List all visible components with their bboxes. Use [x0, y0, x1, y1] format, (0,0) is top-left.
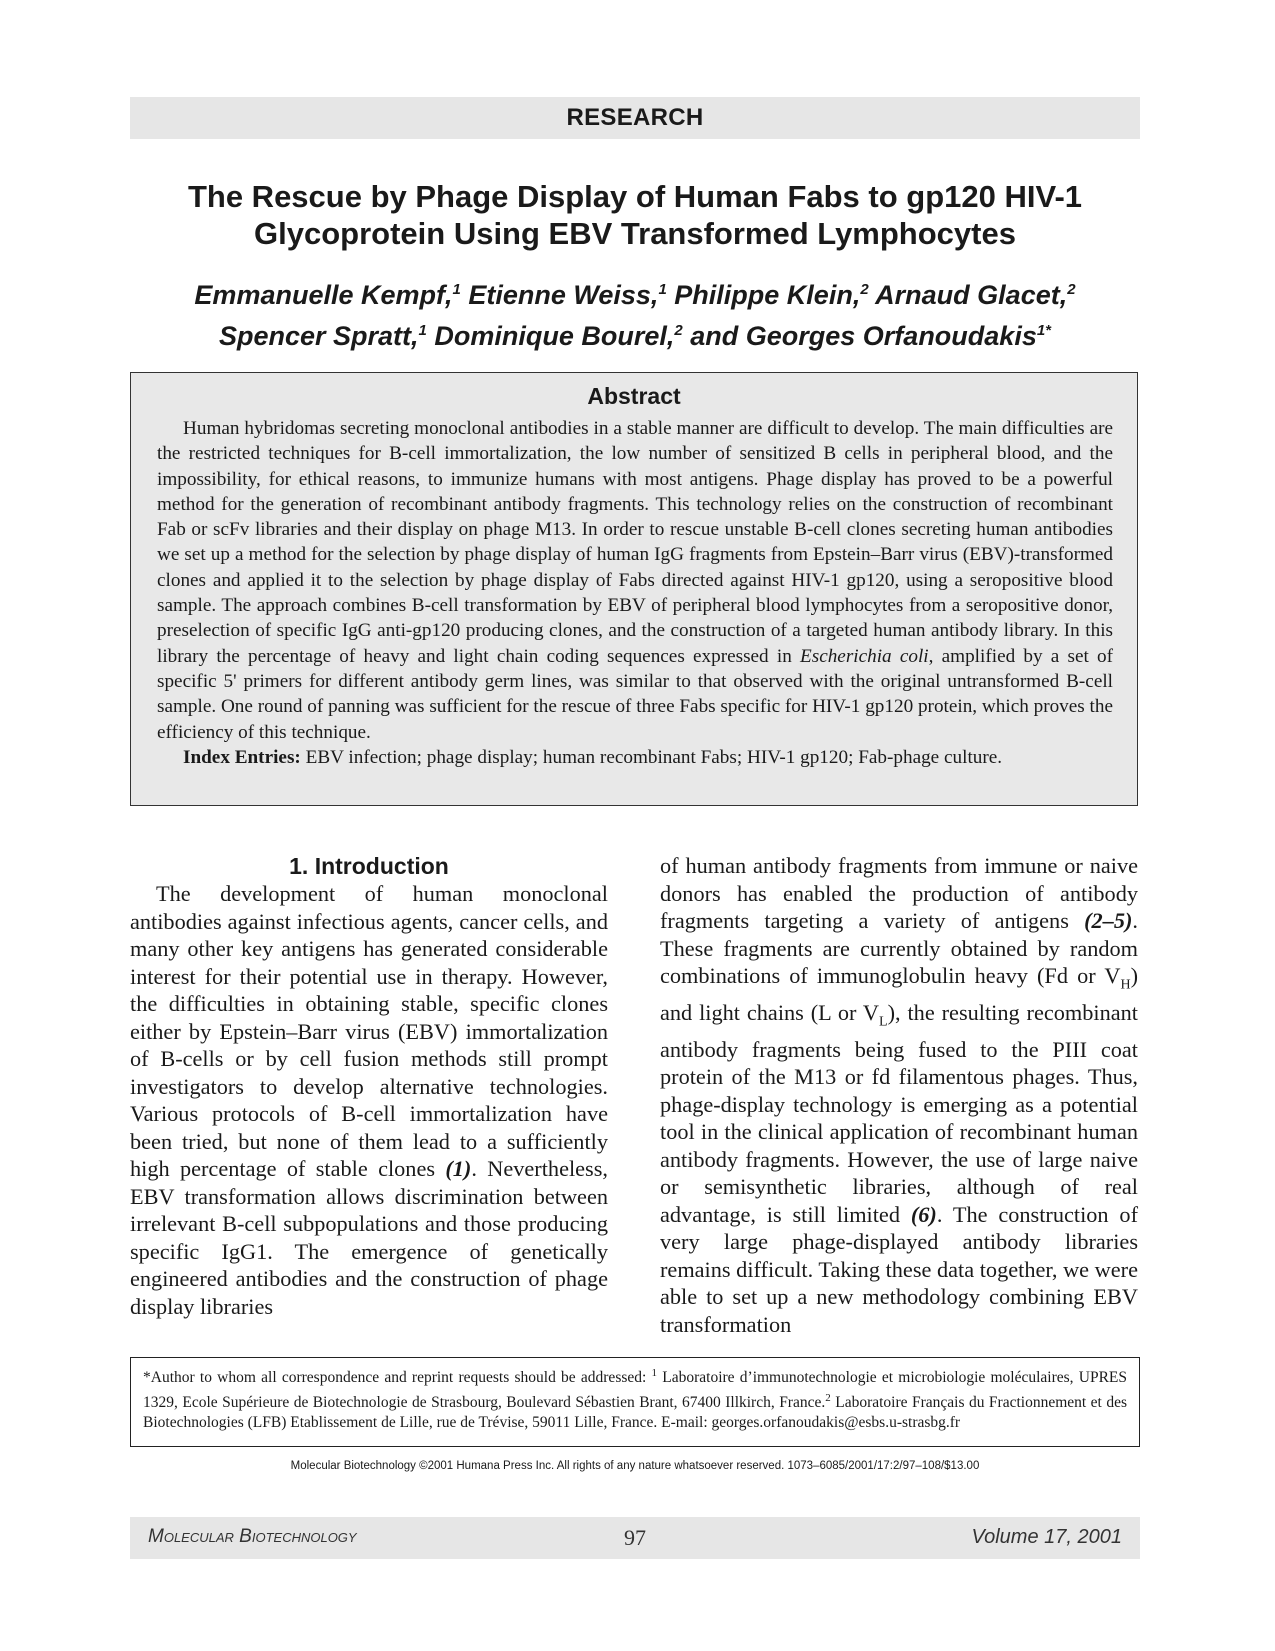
abstract-box — [130, 372, 1138, 806]
author-affiliation: 1* — [1036, 322, 1052, 339]
footnote-affiliation: 2 — [825, 1392, 831, 1405]
author-name: Emmanuelle Kempf, — [194, 280, 453, 310]
footnote-text — [143, 1363, 1127, 1433]
abstract-body — [157, 416, 1113, 770]
author-affiliation: 2 — [1067, 281, 1076, 298]
copyright-line: Molecular Biotechnology ©2001 Humana Press Inc. All rights of any nature whatsoever reserved. 1073–6085/2001/17:2/97–108/$13.00 — [290, 1460, 980, 1472]
author-name: Dominique Bourel, — [434, 321, 675, 351]
journal-name: Molecular Biotechnology — [148, 1526, 357, 1547]
citation-ref[interactable]: (2–5) — [1084, 908, 1133, 933]
title-line-2: Glycoprotein Using EBV Transformed Lymphocytes — [254, 216, 1016, 251]
citation-ref[interactable]: (6) — [910, 1201, 937, 1227]
footnote-part: *Author to whom all correspondence and reprint requests should be addressed: — [143, 1369, 652, 1387]
author-affiliation: 1 — [658, 281, 667, 298]
body-text: . Nevertheless, EBV transformation allows discrimination between irrelevant B-cell subpopulations and those producing specific IgG1. The emergence of genetically engineered antibodies and the construction of phage display libraries — [130, 1156, 608, 1319]
abstract-text-part: Human hybridomas secreting monoclonal antibodies in a stable manner are difficult to develop. The main difficulties are the restricted techniques for B-cell immortalization, the low number of sensitized B cells in peripheral blood, and the impossibility, for ethical reasons, to immunize humans with most antigens. Phage display has proved to be a powerful method for the generation of recombinant antibody fragments. This technology relies on the construction of recombinant Fab or scFv libraries and their display on phage M13. In order to rescue unstable B-cell clones secreting human antibodies we set up a method for the selection by phage display of human IgG fragments from Epstein–Barr virus (EBV)-transformed clones and applied it to the selection by phage display of Fabs directed against HIV-1 gp120, using a seropositive blood sample. The approach combines B-cell transformation by EBV of peripheral blood lymphocytes from a seropositive donor, preselection of specific IgG anti-gp120 producing clones, and the construction of a targeted human antibody library. In this library the percentage of heavy and light chain coding sequences expressed in — [157, 418, 1113, 667]
subscript: L — [879, 1014, 888, 1030]
subscript: H — [1120, 977, 1131, 993]
author-affiliation: 2 — [674, 322, 683, 339]
page-number: 97 — [624, 1525, 646, 1550]
index-entries-label: Index Entries: — [183, 746, 301, 768]
introduction-heading: 1. Introduction — [289, 853, 449, 879]
volume-info: Volume 17, 2001 — [971, 1526, 1122, 1548]
article-title — [130, 178, 1140, 252]
intro-paragraph — [130, 880, 608, 1320]
body-text: The development of human monoclonal antibodies against infectious agents, cancer cells, and many other key antigens has generated considerable interest for their potential use in therapy. However, the difficulties in obtaining stable, specific clones either by Epstein–Barr virus (EBV) immortalization of B-cells or by cell fusion methods still prompt investigators to develop alternative technologies. Various protocols of B-cell immortalization have been tried, but none of them lead to a sufficiently high percentage of stable clones — [130, 881, 608, 1181]
author-affiliation: 1 — [452, 281, 461, 298]
index-entries-text: EBV infection; phage display; human recombinant Fabs; HIV-1 gp120; Fab-phage culture. — [300, 746, 1003, 768]
author-name: Arnaud Glacet, — [875, 280, 1068, 310]
footnote-affiliation: 1 — [651, 1367, 658, 1379]
abstract-heading: Abstract — [587, 383, 681, 409]
abstract-paragraph — [157, 416, 1113, 745]
column-left — [130, 852, 608, 1320]
author-line-1 — [130, 272, 1140, 313]
author-name: Etienne Weiss, — [468, 280, 659, 310]
abstract-species-name: Escherichia coli — [800, 645, 929, 667]
author-affiliation: 1 — [418, 322, 427, 339]
body-text: ) and light chains (L or V — [660, 963, 1138, 1025]
author-name: Spencer Spratt, — [218, 321, 419, 351]
author-affiliation: 2 — [860, 281, 869, 298]
section-label: RESEARCH — [130, 97, 1140, 139]
column-right — [660, 852, 1138, 1338]
author-line-2 — [130, 313, 1140, 354]
author-list — [130, 272, 1140, 354]
footnote-part: Laboratoire d’immunotechnologie et microbiologie moléculaires, UPRES 1329, Ecole Supérieure de Biotechnologie de Strasbourg, Boulevard Sébastien Brant, 67400 Illkirch, France. — [143, 1369, 1128, 1412]
author-name: and Georges Orfanoudakis — [690, 321, 1037, 351]
author-name: Philippe Klein, — [674, 280, 861, 310]
title-line-1: The Rescue by Phage Display of Human Fabs to gp120 HIV-1 — [187, 179, 1083, 214]
body-text: . The construction of very large phage-displayed antibody libraries remains difficult. Taking these data together, we were able to set up a new methodology combining EBV transformation — [660, 1201, 1138, 1337]
abstract-text-part: , amplified by a set of specific 5' primers for different antibody germ lines, was similar to that observed with the original untransformed B-cell sample. One round of panning was sufficient for the rescue of three Fabs specific for HIV-1 gp120 protein, which proves the efficiency of this technique. — [157, 645, 1114, 743]
body-text: . These fragments are currently obtained by random combinations of immunoglobulin heavy (Fd or V — [660, 908, 1138, 988]
footnote-part: Laboratoire Français du Fractionnement et des Biotechnologies (LFB) Etablissement de Lille, rue de Trévise, 59011 Lille, France. E-mail: georges.orfanoudakis@esbs.u-strasbg.fr — [143, 1394, 1127, 1432]
page-footer — [130, 1517, 1140, 1559]
index-entries — [157, 745, 1113, 770]
body-text: of human antibody fragments from immune or naive donors has enabled the production of antibody fragments targeting a variety of antigens — [660, 853, 1138, 933]
citation-ref[interactable]: (1) — [445, 1156, 472, 1181]
body-text: ), the resulting recombinant antibody fragments being fused to the PIII coat protein of the M13 or fd filamentous phages. Thus, phage-display technology is emerging as a potential tool in the clinical application of recombinant human antibody fragments. However, the use of large naive or semisynthetic libraries, although of real advantage, is still limited — [660, 999, 1138, 1227]
correspondence-footnote — [130, 1357, 1140, 1447]
intro-paragraph-continued — [660, 852, 1138, 1338]
